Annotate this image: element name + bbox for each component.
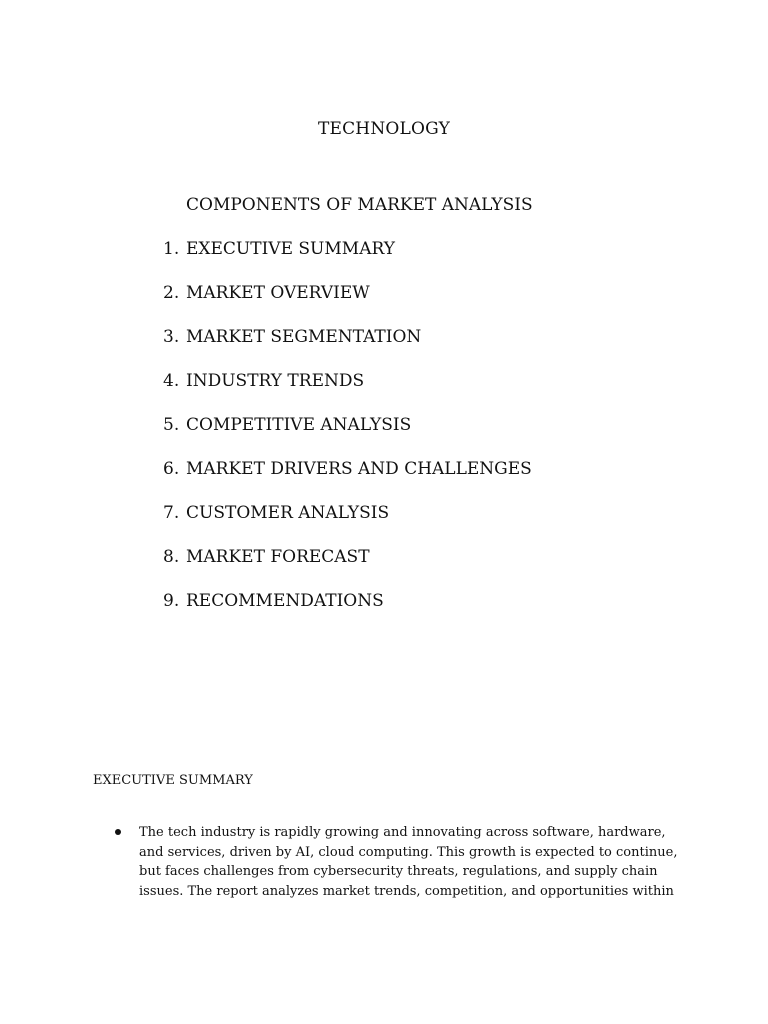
toc-item-number: 6. [163, 459, 180, 479]
toc-item-label: CUSTOMER ANALYSIS [186, 503, 390, 523]
toc-item-label: MARKET FORECAST [186, 547, 370, 567]
toc-item [0, 415, 600, 439]
toc-item [0, 371, 600, 395]
toc-item-label: MARKET DRIVERS AND CHALLENGES [186, 459, 532, 479]
document-title: TECHNOLOGY [317, 119, 451, 139]
toc-item-label: MARKET SEGMENTATION [186, 327, 422, 347]
bullet-text: The tech industry is rapidly growing and innovating across software, hardware, and services, driven by AI, cloud computing. This growth is expected to continue, but faces challenges from cybersecurity threats, regulations, and supply chain issues. The report analyzes market trends, competition, and opportunities within [139, 825, 678, 900]
toc-heading: COMPONENTS OF MARKET ANALYSIS [186, 195, 533, 215]
toc-item-number: 9. [163, 591, 180, 611]
toc-item [0, 459, 600, 483]
toc-item-label: RECOMMENDATIONS [186, 591, 384, 611]
toc-item [0, 547, 600, 571]
toc-item-number: 1. [163, 239, 180, 259]
toc-item [0, 591, 600, 615]
toc-item-number: 4. [163, 371, 180, 391]
executive-summary-heading: EXECUTIVE SUMMARY [93, 773, 253, 788]
toc-item-number: 5. [163, 415, 180, 435]
toc-item-label: MARKET OVERVIEW [186, 283, 370, 303]
toc-item-number: 3. [163, 327, 180, 347]
toc-item-label: COMPETITIVE ANALYSIS [186, 415, 412, 435]
toc-item-label: EXECUTIVE SUMMARY [186, 239, 395, 259]
toc-item-label: INDUSTRY TRENDS [186, 371, 365, 391]
toc-item [0, 283, 600, 307]
toc-item-number: 2. [163, 283, 180, 303]
toc-item-number: 7. [163, 503, 180, 523]
toc-item-number: 8. [163, 547, 180, 567]
toc-item [0, 503, 600, 527]
toc-item [0, 327, 600, 351]
bullet-icon [115, 829, 121, 835]
toc-item [0, 239, 600, 263]
